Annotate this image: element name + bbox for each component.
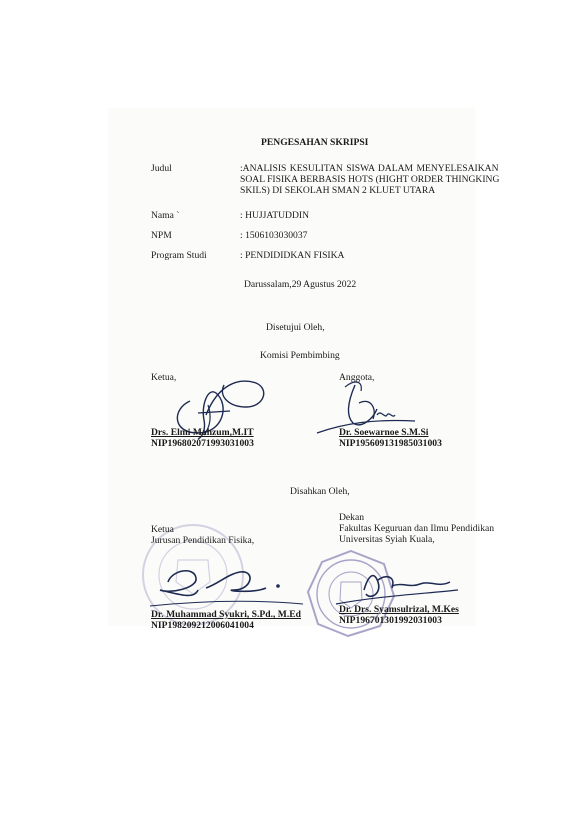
ketua-nip: NIP196802071993031003 bbox=[151, 438, 254, 449]
jurusan-role-line1: Ketua bbox=[151, 524, 174, 535]
ketua-signature bbox=[168, 375, 278, 435]
dekan-role-line2: Fakultas Keguruan dan Ilmu Pendidikan bbox=[339, 523, 495, 534]
dekan-role-line1: Dekan bbox=[339, 512, 365, 523]
judul-value-line3: SKILS) DI SEKOLAH SMAN 2 KLUET UTARA bbox=[240, 185, 436, 196]
judul-label: Judul bbox=[151, 163, 172, 174]
anggota-signature bbox=[315, 375, 425, 435]
jurusan-role-line2: Jurusan Pendidikan Fisika, bbox=[151, 535, 255, 546]
ketua-role: Ketua, bbox=[151, 372, 177, 383]
npm-value: : 1506103030037 bbox=[240, 230, 308, 241]
dekan-nip: NIP196701301992031003 bbox=[339, 615, 442, 626]
prodi-label: Program Studi bbox=[151, 250, 207, 261]
anggota-name: Dr. Soewarnoe S.M.Si bbox=[339, 427, 429, 438]
jurusan-name: Dr. Muhammad Syukri, S.Pd., M.Ed bbox=[151, 609, 301, 620]
jurusan-signature bbox=[148, 560, 308, 610]
dekan-name: Dr. Drs. Syamsulrizal, M.Kes bbox=[339, 604, 459, 615]
dekan-signature bbox=[330, 560, 460, 610]
approved-by: Disetujui Oleh, bbox=[266, 322, 325, 333]
judul-value-line2: SOAL FISIKA BERBASIS HOTS (HIGHT ORDER THINGKING bbox=[240, 174, 500, 185]
nama-value: : HUJJATUDDIN bbox=[240, 210, 310, 221]
place-date: Darussalam,29 Agustus 2022 bbox=[244, 279, 357, 290]
npm-label: NPM bbox=[151, 230, 172, 241]
anggota-nip: NIP195609131985031003 bbox=[339, 438, 442, 449]
anggota-role: Anggota, bbox=[339, 372, 375, 383]
judul-value-line1: :ANALISIS KESULITAN SISWA DALAM MENYELESAIKAN bbox=[240, 163, 499, 174]
document-title: PENGESAHAN SKRIPSI bbox=[261, 137, 369, 148]
committee-title: Komisi Pembimbing bbox=[260, 350, 340, 361]
nama-label: Nama ` bbox=[151, 210, 180, 221]
ketua-name: Drs. Elmi Mahzum,M.IT bbox=[151, 427, 254, 438]
jurusan-nip: NIP198209212006041004 bbox=[151, 620, 254, 631]
prodi-value: : PENDIDIDKAN FISIKA bbox=[240, 250, 345, 261]
ratified-by: Disahkan Oleh, bbox=[290, 486, 350, 497]
dekan-role-line3: Universitas Syiah Kuala, bbox=[339, 534, 435, 545]
